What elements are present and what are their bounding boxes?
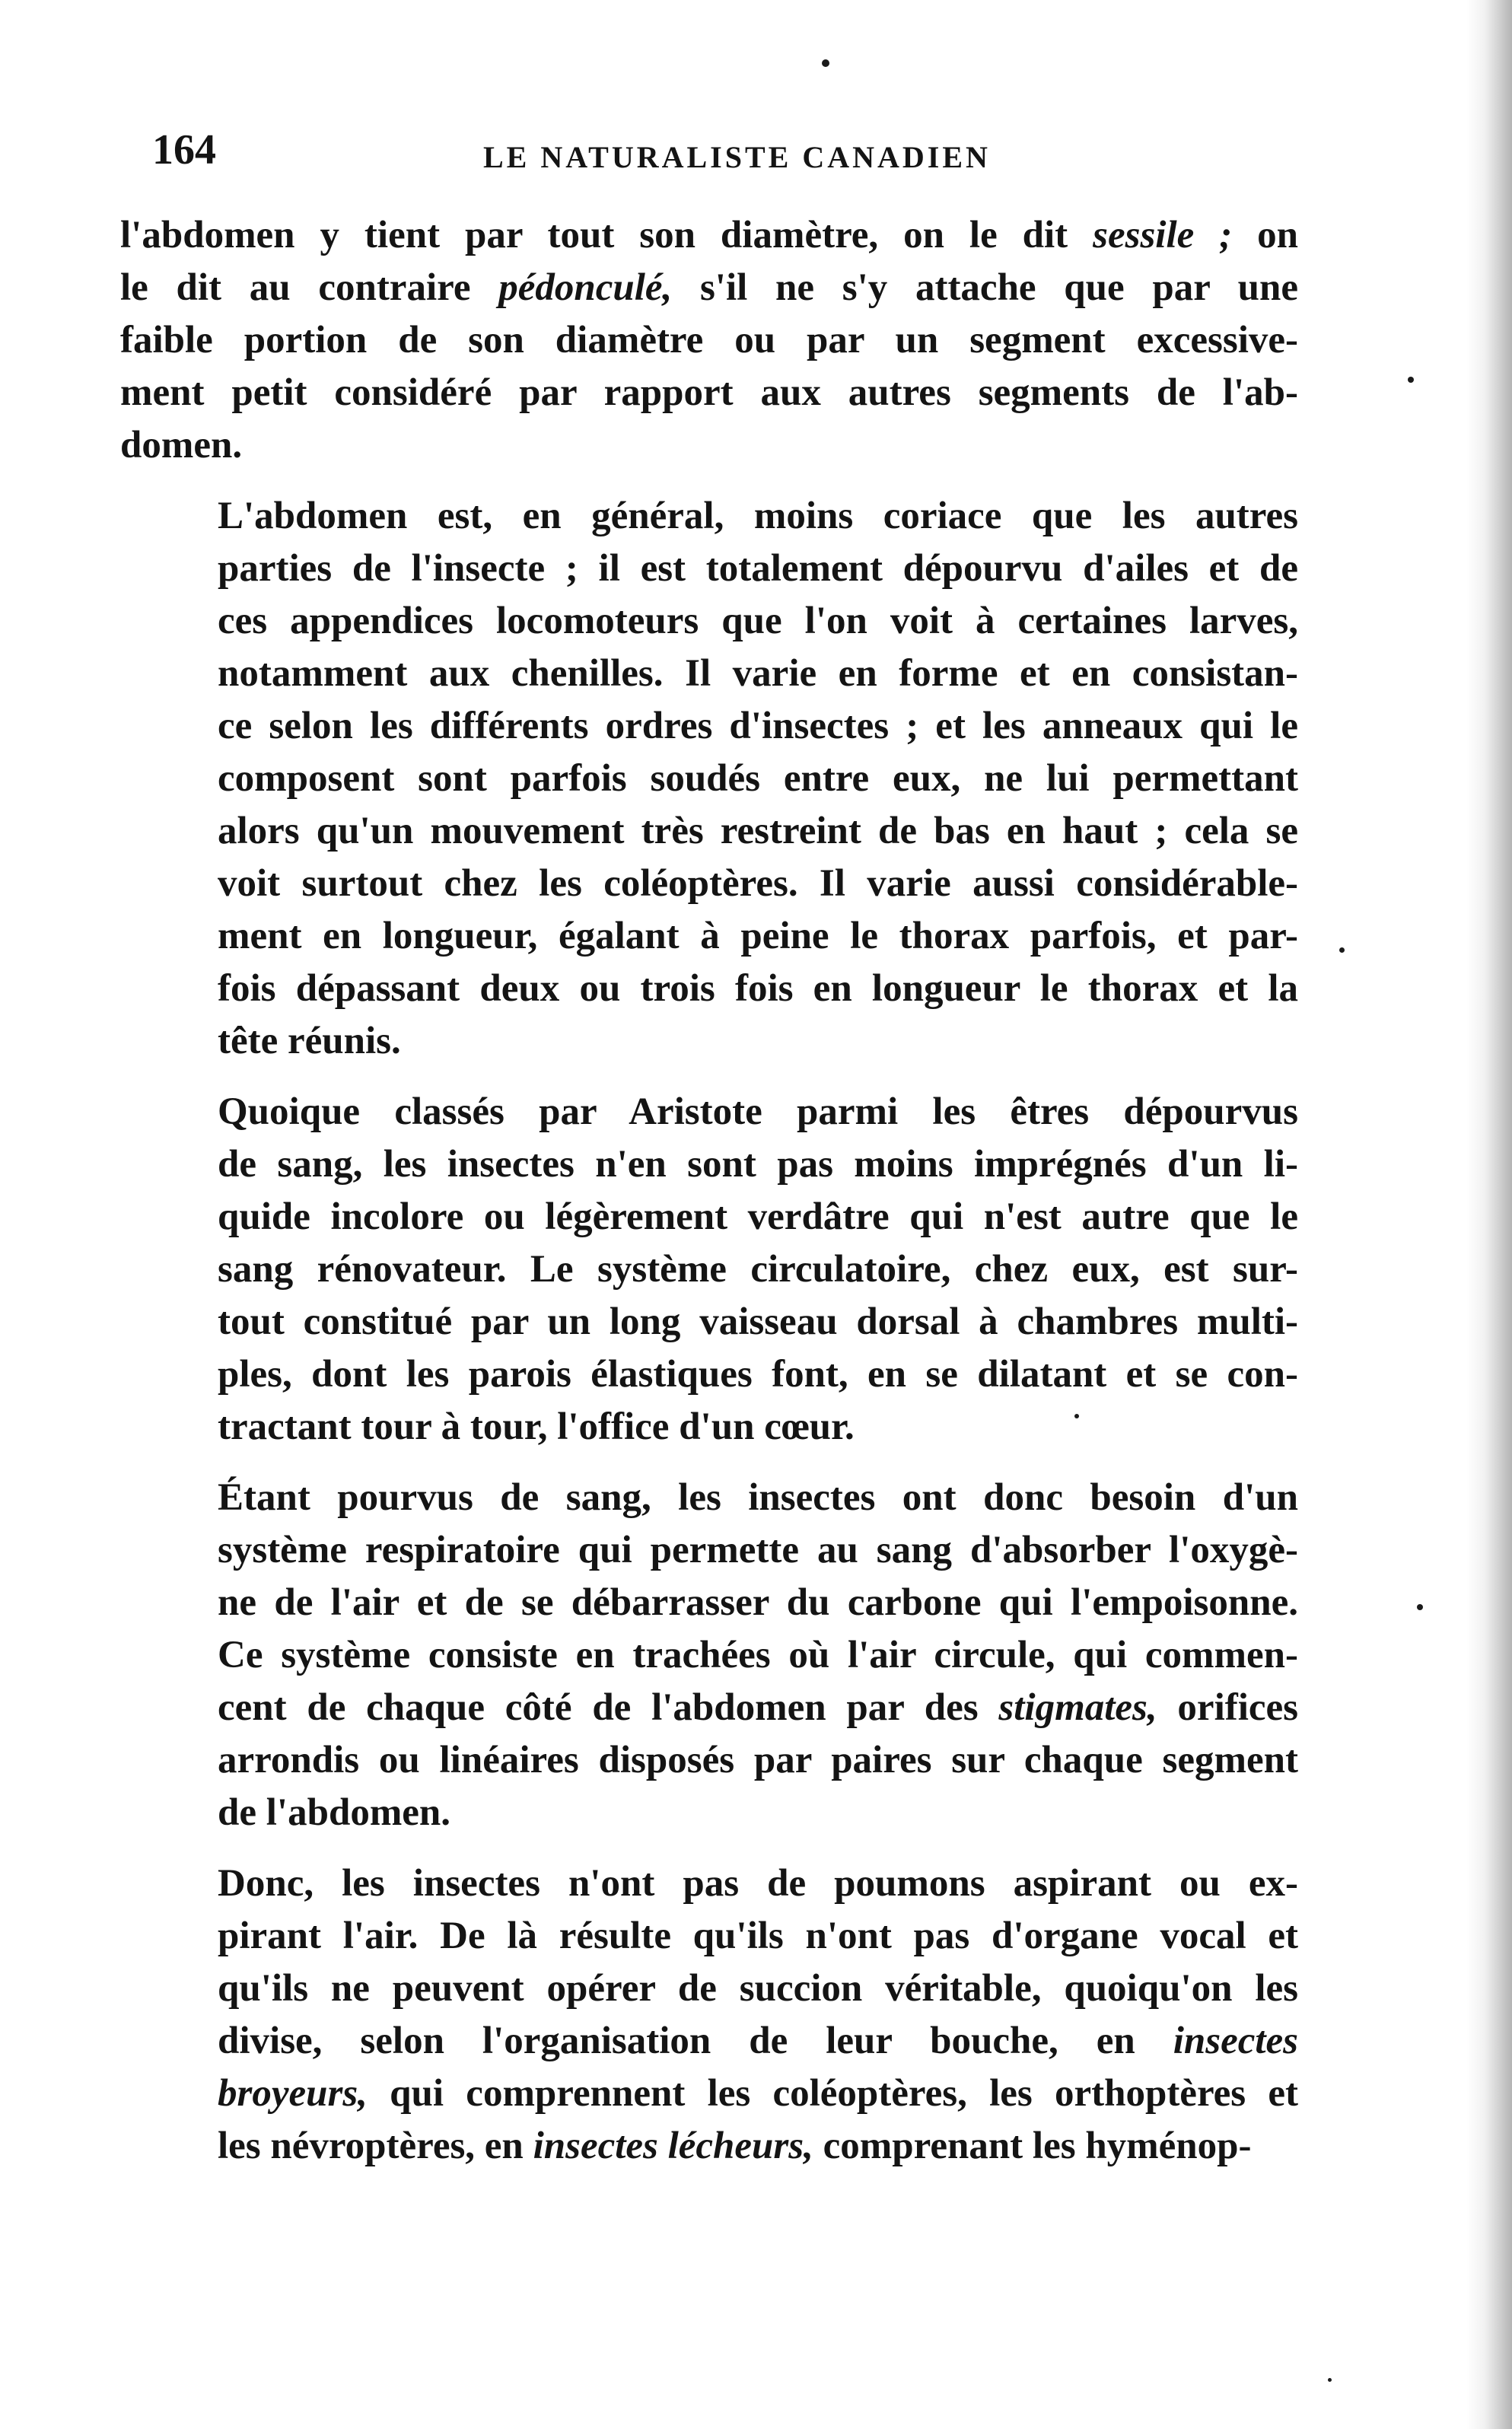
text-line [120,543,1298,595]
text-segment: divise, selon l'organisation de leur bouche, en [218,2020,1173,2062]
text-segment: tout constitué par un long vaisseau dorsal à chambres multi- [218,1300,1298,1343]
text-segment: ment petit considéré par rapport aux autres segments de l'ab- [120,371,1298,414]
paragraph [120,209,1298,472]
text-line [120,1472,1298,1524]
text-segment: L'abdomen est, en général, moins coriace que les autres [218,495,1298,537]
text-segment: de l'abdomen. [218,1791,451,1834]
text-line [120,595,1298,648]
text-segment: composent sont parfois soudés entre eux, ne lui permettant [218,757,1298,800]
text-line [120,963,1298,1015]
running-title: LE NATURALISTE CANADIEN [483,140,991,174]
italic-term: insectes [1173,2020,1298,2062]
text-segment: on [1232,214,1298,256]
italic-term: stigmates, [998,1686,1157,1729]
paragraph [120,1472,1298,1839]
text-line [120,1910,1298,1963]
text-segment: de sang, les insectes n'en sont pas moins imprégnés d'un li- [218,1143,1298,1186]
text-segment: s'il ne s'y attache que par une [672,266,1299,309]
text-segment: quide incolore ou légèrement verdâtre qui n'est autre que le [218,1195,1298,1238]
paragraph [120,1086,1298,1453]
page-number: 164 [152,126,216,174]
text-line [120,2015,1298,2068]
text-line [120,1963,1298,2015]
text-segment: parties de l'insecte ; il est totalement dépourvu d'ailes et de [218,547,1298,590]
print-speck [1408,377,1414,383]
text-segment: sang rénovateur. Le système circulatoire, chez eux, est sur- [218,1248,1298,1291]
italic-term: sessile ; [1093,214,1233,256]
print-speck [1339,947,1345,953]
text-segment: ples, dont les parois élastiques font, en se dilatant et se con- [218,1353,1298,1396]
text-line [120,1296,1298,1348]
text-segment: cent de chaque côté de l'abdomen par des [218,1686,999,1729]
text-line [120,2068,1298,2120]
print-speck [1328,2378,1332,2382]
text-segment: voit surtout chez les coléoptères. Il varie aussi considérable- [218,862,1298,905]
text-segment: Donc, les insectes n'ont pas de poumons aspirant ou ex- [218,1862,1298,1905]
text-line [120,1577,1298,1629]
text-line [120,314,1298,367]
text-segment: tête réunis. [218,1020,401,1062]
text-segment: ces appendices locomoteurs que l'on voit à certaines larves, [218,600,1298,642]
text-segment: orifices [1157,1686,1299,1729]
text-segment: fois dépassant deux ou trois fois en longueur le thorax et la [218,967,1298,1010]
text-segment: pirant l'air. De là résulte qu'ils n'ont pas d'organe vocal et [218,1915,1298,1957]
text-line [120,805,1298,858]
text-segment: arrondis ou linéaires disposés par paires sur chaque segment [218,1739,1298,1781]
text-segment: ce selon les différents ordres d'insectes ; et les anneaux qui le [218,705,1298,747]
text-line [120,1682,1298,1734]
text-line [120,1401,1298,1453]
text-segment: Étant pourvus de sang, les insectes ont donc besoin d'un [218,1476,1298,1519]
print-speck [1417,1604,1423,1610]
text-line [120,1524,1298,1577]
text-line [120,1858,1298,1910]
paragraph [120,490,1298,1068]
paragraph [120,1858,1298,2173]
text-line [120,910,1298,963]
text-line [120,490,1298,543]
body-text [120,209,1298,2191]
print-speck [822,59,829,67]
italic-term: broyeurs, [218,2072,368,2115]
page-header [152,126,1294,186]
text-segment: alors qu'un mouvement très restreint de bas en haut ; cela se [218,810,1298,852]
italic-term: insectes lécheurs, [533,2125,813,2167]
text-segment: Quoique classés par Aristote parmi les êtres dépourvus [218,1090,1298,1133]
text-line [120,262,1298,314]
text-line [120,1629,1298,1682]
text-line [120,1787,1298,1839]
text-segment: tractant tour à tour, l'office d'un cœur. [218,1406,855,1448]
text-line [120,2120,1298,2173]
text-segment: qu'ils ne peuvent opérer de succion véritable, quoiqu'on les [218,1967,1298,2010]
text-segment: Ce système consiste en trachées où l'air circule, qui commen- [218,1634,1298,1676]
text-line [120,1138,1298,1191]
text-line [120,367,1298,419]
text-line [120,1086,1298,1138]
text-segment: système respiratoire qui permette au sang d'absorber l'oxygè- [218,1529,1298,1571]
text-line [120,753,1298,805]
text-segment: notamment aux chenilles. Il varie en forme et en consistan- [218,652,1298,695]
text-line [120,858,1298,910]
text-line [120,1734,1298,1787]
text-line [120,1348,1298,1401]
text-segment: ment en longueur, égalant à peine le thorax parfois, et par- [218,915,1298,957]
text-segment: l'abdomen y tient par tout son diamètre, on le dit [120,214,1093,256]
text-line [120,1191,1298,1243]
text-segment: les névroptères, en [218,2125,533,2167]
text-line [120,1015,1298,1068]
text-segment: domen. [120,424,243,466]
text-segment: faible portion de son diamètre ou par un segment excessive- [120,319,1298,361]
text-segment: qui comprennent les coléoptères, les orthoptères et [367,2072,1298,2115]
text-line [120,700,1298,753]
text-line [120,648,1298,700]
italic-term: pédonculé, [498,266,673,309]
text-line [120,209,1298,262]
text-segment: ne de l'air et de se débarrasser du carbone qui l'empoisonne. [218,1581,1298,1624]
text-line [120,1243,1298,1296]
page-edge-shadow [1466,0,1512,2429]
text-segment: le dit au contraire [120,266,499,309]
text-segment: comprenant les hyménop- [813,2125,1252,2167]
text-line [120,419,1298,472]
